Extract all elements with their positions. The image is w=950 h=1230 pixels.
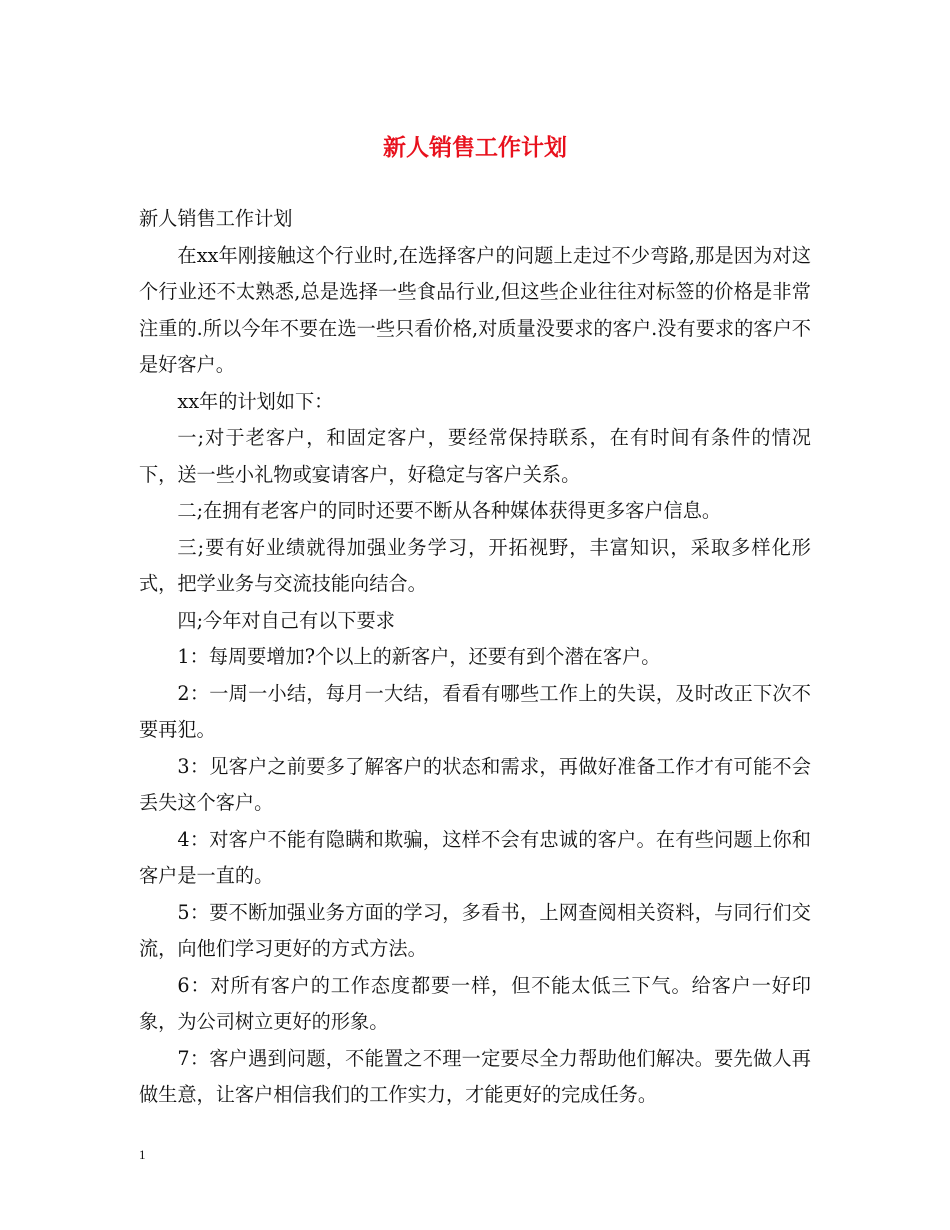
paragraph-item-4: 四;今年对自己有以下要求: [177, 608, 395, 632]
paragraph-plan-heading: xx年的计划如下：: [177, 389, 334, 413]
paragraph-requirement-5: 5：要不断加强业务方面的学习，多看书，上网查阅相关资料，与同行们交流，向他们学习更好的方式方法。: [139, 900, 811, 960]
paragraph-requirement-3: 3：见客户之前要多了解客户的状态和需求，再做好准备工作才有可能不会丢失这个客户。: [139, 754, 811, 814]
paragraph-requirement-7: 7：客户遇到问题，不能置之不理一定要尽全力帮助他们解决。要先做人再做生意，让客户相信我们的工作实力，才能更好的完成任务。: [139, 1046, 811, 1106]
paragraph-requirement-6: 6：对所有客户的工作态度都要一样，但不能太低三下气。给客户一好印象，为公司树立更好的形象。: [139, 973, 811, 1033]
page-number: 1: [139, 1147, 146, 1162]
paragraph-item-2: 二;在拥有老客户的同时还要不断从各种媒体获得更多客户信息。: [177, 499, 722, 522]
document-body: [139, 201, 811, 1114]
paragraph-intro: 在xx年刚接触这个行业时,在选择客户的问题上走过不少弯路,那是因为对这个行业还不太熟悉,总是选择一些食品行业,但这些企业往往对标签的价格是非常注重的.所以今年不要在选一些只看价格,对质量没要求的客户.没有要求的客户不是好客户。: [139, 243, 811, 376]
paragraph-requirement-4: 4：对客户不能有隐瞒和欺骗，这样不会有忠诚的客户。在有些问题上你和客户是一直的。: [139, 827, 811, 887]
paragraph-requirement-1: 1：每周要增加?个以上的新客户，还要有到个潜在客户。: [177, 645, 661, 668]
paragraph-item-3: 三;要有好业绩就得加强业务学习，开拓视野，丰富知识，采取多样化形式，把学业务与交流技能向结合。: [139, 535, 811, 595]
paragraph-heading: 新人销售工作计划: [139, 207, 293, 230]
paragraph-requirement-2: 2：一周一小结，每月一大结，看看有哪些工作上的失误，及时改正下次不要再犯。: [139, 681, 811, 741]
document-title: 新人销售工作计划: [383, 134, 567, 161]
paragraph-item-1: 一;对于老客户，和固定客户，要经常保持联系，在有时间有条件的情况下，送一些小礼物或宴请客户，好稳定与客户关系。: [139, 426, 811, 486]
